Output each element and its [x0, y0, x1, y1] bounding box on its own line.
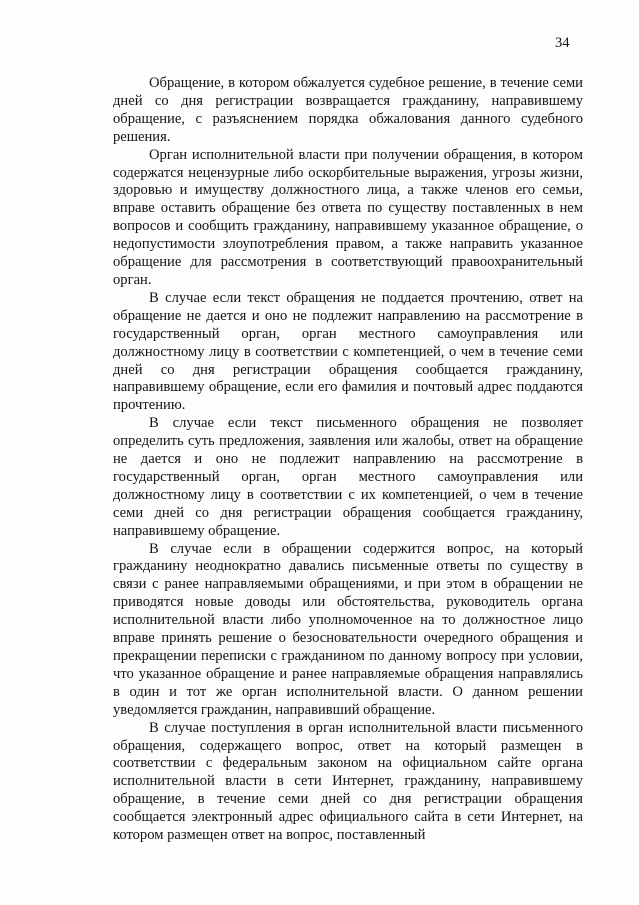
paragraph: В случае если текст письменного обращения не позволяет определить суть предложения, заявления или жалобы, ответ на обращение не дается и оно не подлежит направлению на рассмотрение в государственный орган, орган местного самоуправления или должностному лицу в соответствии с их компетенцией, о чем в течение семи дней со дня регистрации обращения сообщается гражданину, направившему обращение. [113, 415, 583, 539]
paragraph: Орган исполнительной власти при получении обращения, в котором содержатся нецензурные либо оскорбительные выражения, угрозы жизни, здоровью и имуществу должностного лица, а также членов его семьи, вправе оставить обращение без ответа по существу поставленных в нем вопросов и сообщить гражданину, направившему указанное обращение, о недопустимости злоупотребления правом, а также направить указанное обращение для рассмотрения в соответствующий правоохранительный орган. [113, 146, 583, 288]
paragraph: В случае поступления в орган исполнительной власти письменного обращения, содержащего вопрос, ответ на который размещен в соответствии с федеральным законом на официальном сайте органа исполнительной власти в сети Интернет, гражданину, направившему обращение, в течение семи дней со дня регистрации обращения сообщается электронный адрес официального сайта в сети Интернет, на котором размещен ответ на вопрос, поставленный [113, 719, 583, 844]
page-number: 34 [555, 35, 570, 51]
paragraph: Обращение, в котором обжалуется судебное решение, в течение семи дней со дня регистрации возвращается гражданину, направившему обращение, с разъяснением порядка обжалования данного судебного решения. [113, 75, 583, 145]
paragraph: В случае если в обращении содержится вопрос, на который гражданину неоднократно давались письменные ответы по существу в связи с ранее направляемыми обращениями, и при этом в обращении не приводятся новые доводы или обстоятельства, руководитель органа исполнительной власти либо уполномоченное на то должностное лицо вправе принять решение о безосновательности очередного обращения и прекращении переписки с гражданином по данному вопросу при условии, что указанное обращение и ранее направляемые обращения направлялись в один и тот же орган исполнительной власти. О данном решении уведомляется гражданин, направивший обращение. [113, 540, 583, 718]
document-body [113, 75, 583, 845]
paragraph: В случае если текст обращения не поддается прочтению, ответ на обращение не дается и оно не подлежит направлению на рассмотрение в государственный орган, орган местного самоуправления или должностному лицу в соответствии с компетенцией, о чем в течение семи дней со дня регистрации обращения сообщается гражданину, направившему обращение, если его фамилия и почтовый адрес поддаются прочтению. [113, 289, 583, 414]
